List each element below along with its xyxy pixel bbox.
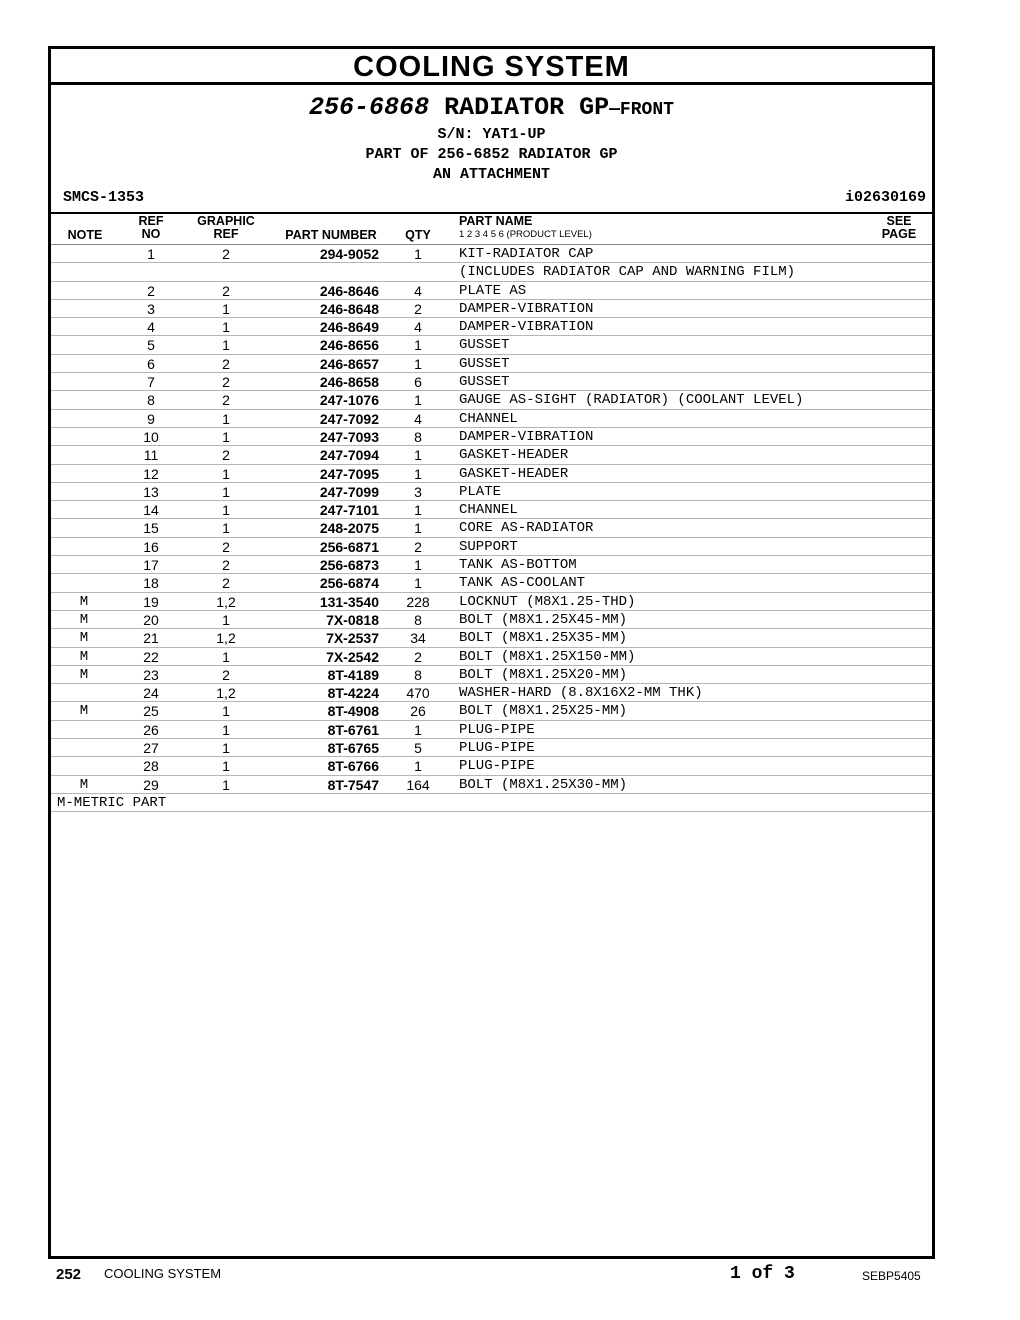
illustration-ref: i02630169 bbox=[844, 189, 926, 206]
part-number-cell: 246-8649 bbox=[319, 319, 379, 336]
part-number-cell: 7X-2542 bbox=[326, 648, 379, 665]
table-row bbox=[51, 574, 932, 592]
graphic-ref-cell: 1,2 bbox=[216, 630, 236, 647]
part-name-cell: PLUG-PIPE bbox=[459, 758, 535, 775]
part-number-cell: 131-3540 bbox=[319, 593, 379, 610]
graphic-ref-cell: 2 bbox=[222, 282, 230, 299]
col-part-number: PART NUMBER bbox=[285, 228, 377, 242]
ref-no-cell: 28 bbox=[143, 758, 159, 775]
graphic-ref-cell: 1 bbox=[222, 721, 230, 738]
graphic-ref-cell: 2 bbox=[222, 374, 230, 391]
graphic-ref-cell: 1,2 bbox=[216, 593, 236, 610]
graphic-ref-cell: 1 bbox=[222, 502, 230, 519]
qty-cell: 26 bbox=[410, 703, 426, 720]
page-number: 252 bbox=[56, 1266, 82, 1283]
ref-no-cell: 21 bbox=[143, 630, 159, 647]
ref-no-cell: 7 bbox=[147, 374, 155, 391]
graphic-ref-cell: 1 bbox=[222, 300, 230, 317]
group-part-number: 256-6868 bbox=[309, 93, 430, 122]
part-number-cell: 247-7093 bbox=[319, 428, 379, 445]
part-name-cell: BOLT (M8X1.25X25-MM) bbox=[459, 703, 628, 720]
qty-cell: 8 bbox=[414, 611, 422, 628]
table-row bbox=[51, 629, 932, 647]
col-note: NOTE bbox=[67, 228, 103, 242]
part-name-cell: GASKET-HEADER bbox=[459, 465, 569, 482]
graphic-ref-cell: 2 bbox=[222, 575, 230, 592]
part-number-cell: 7X-0818 bbox=[326, 611, 379, 628]
footer-section: COOLING SYSTEM bbox=[104, 1266, 222, 1281]
page-frame bbox=[48, 46, 935, 1259]
col-ref: REF NO bbox=[138, 214, 164, 241]
note-cell: M bbox=[79, 666, 89, 683]
part-number-cell: 247-7094 bbox=[319, 447, 379, 464]
qty-cell: 34 bbox=[410, 630, 426, 647]
group-suffix: —FRONT bbox=[609, 100, 674, 120]
graphic-ref-cell: 2 bbox=[222, 447, 230, 464]
qty-cell: 2 bbox=[414, 538, 422, 555]
table-row bbox=[51, 355, 932, 373]
graphic-ref-cell: 2 bbox=[222, 392, 230, 409]
table-row bbox=[51, 391, 932, 409]
ref-no-cell: 5 bbox=[147, 337, 155, 354]
part-name-cell: GUSSET bbox=[459, 355, 510, 372]
qty-cell: 8 bbox=[414, 666, 422, 683]
qty-cell: 1 bbox=[414, 575, 422, 592]
table-row bbox=[51, 684, 932, 702]
part-number-cell: 246-8648 bbox=[319, 300, 379, 317]
graphic-ref-cell: 1 bbox=[222, 703, 230, 720]
graphic-ref-cell: 2 bbox=[222, 557, 230, 574]
part-name-cell: TANK AS-BOTTOM bbox=[459, 557, 577, 574]
col-see-page: SEE PAGE bbox=[881, 214, 917, 241]
note-cell: M bbox=[79, 703, 89, 720]
ref-no-cell: 23 bbox=[143, 666, 159, 683]
table-row bbox=[51, 410, 932, 428]
table-row bbox=[51, 428, 932, 446]
graphic-ref-cell: 1 bbox=[222, 465, 230, 482]
table-row bbox=[51, 611, 932, 629]
graphic-ref-cell: 1 bbox=[222, 520, 230, 537]
part-number-cell: 246-8656 bbox=[319, 337, 379, 354]
graphic-ref-cell: 2 bbox=[222, 666, 230, 683]
part-name-cell: LOCKNUT (M8X1.25-THD) bbox=[459, 593, 636, 610]
part-name-cell: PLUG-PIPE bbox=[459, 721, 535, 738]
graphic-ref-cell: 1 bbox=[222, 740, 230, 757]
graphic-ref-cell: 1 bbox=[222, 776, 230, 793]
note-cell: M bbox=[79, 630, 89, 647]
ref-no-cell: 3 bbox=[147, 300, 155, 317]
part-name-cell: CHANNEL bbox=[459, 502, 518, 519]
ref-no-cell: 9 bbox=[147, 410, 155, 427]
section-title: COOLING SYSTEM bbox=[51, 49, 932, 85]
qty-cell: 1 bbox=[414, 721, 422, 738]
qty-cell: 1 bbox=[414, 758, 422, 775]
heading-block bbox=[51, 93, 932, 185]
part-name-cell: PLUG-PIPE bbox=[459, 740, 535, 757]
qty-cell: 4 bbox=[414, 319, 422, 336]
part-name-cell: CORE AS-RADIATOR bbox=[459, 520, 594, 537]
qty-cell: 1 bbox=[414, 447, 422, 464]
ref-no-cell: 29 bbox=[143, 776, 159, 793]
graphic-ref-cell: 1 bbox=[222, 337, 230, 354]
group-name: RADIATOR GP bbox=[444, 93, 610, 122]
part-number-cell: 8T-4908 bbox=[327, 703, 379, 720]
part-name-cell: BOLT (M8X1.25X20-MM) bbox=[459, 666, 628, 683]
part-number-cell: 247-7099 bbox=[319, 483, 379, 500]
part-name-cell: TANK AS-COOLANT bbox=[459, 575, 586, 592]
qty-cell: 4 bbox=[414, 282, 422, 299]
part-name-cell: SUPPORT bbox=[459, 538, 518, 555]
ref-no-cell: 13 bbox=[143, 483, 159, 500]
part-name-cell: (INCLUDES RADIATOR CAP AND WARNING FILM) bbox=[459, 264, 796, 281]
part-name-cell: DAMPER-VIBRATION bbox=[459, 300, 594, 317]
table-row bbox=[51, 483, 932, 501]
part-name-cell: DAMPER-VIBRATION bbox=[459, 428, 594, 445]
part-number-cell: 246-8646 bbox=[319, 282, 379, 299]
part-number-cell: 8T-6766 bbox=[327, 758, 379, 775]
ref-no-cell: 22 bbox=[143, 648, 159, 665]
graphic-ref-cell: 1 bbox=[222, 483, 230, 500]
part-number-cell: 247-1076 bbox=[319, 392, 379, 409]
qty-cell: 1 bbox=[414, 246, 422, 262]
part-number-cell: 8T-6765 bbox=[327, 740, 379, 757]
ref-no-cell: 1 bbox=[147, 246, 155, 262]
part-name-cell: GUSSET bbox=[459, 374, 510, 391]
table-row bbox=[51, 721, 932, 739]
qty-cell: 1 bbox=[414, 337, 422, 354]
table-row bbox=[51, 300, 932, 318]
part-number-cell: 246-8658 bbox=[319, 374, 379, 391]
qty-cell: 3 bbox=[414, 483, 422, 500]
table-row bbox=[51, 757, 932, 775]
part-number-cell: 7X-2537 bbox=[326, 630, 379, 647]
part-name-cell: GASKET-HEADER bbox=[459, 447, 569, 464]
ref-no-cell: 19 bbox=[143, 593, 159, 610]
table-row bbox=[51, 739, 932, 757]
qty-cell: 1 bbox=[414, 520, 422, 537]
part-of: PART OF 256-6852 RADIATOR GP bbox=[365, 146, 618, 163]
part-number-cell: 8T-4189 bbox=[327, 666, 379, 683]
part-name-cell: PLATE AS bbox=[459, 282, 527, 299]
ref-no-cell: 6 bbox=[147, 355, 155, 372]
part-number-cell: 256-6874 bbox=[319, 575, 379, 592]
qty-cell: 6 bbox=[414, 374, 422, 391]
product-levels: 1 2 3 4 5 6 (PRODUCT LEVEL) bbox=[459, 229, 592, 240]
part-name-cell: KIT-RADIATOR CAP bbox=[459, 246, 594, 262]
table-row bbox=[51, 556, 932, 574]
part-number-cell: 247-7101 bbox=[319, 502, 379, 519]
table-row bbox=[51, 336, 932, 354]
ref-no-cell: 18 bbox=[143, 575, 159, 592]
table-row bbox=[51, 593, 932, 611]
graphic-ref-cell: 1 bbox=[222, 428, 230, 445]
part-number-cell: 8T-7547 bbox=[327, 776, 379, 793]
note-cell: M bbox=[79, 611, 89, 628]
graphic-ref-cell: 1,2 bbox=[216, 685, 236, 702]
ref-no-cell: 2 bbox=[147, 282, 155, 299]
qty-cell: 2 bbox=[414, 648, 422, 665]
ref-no-cell: 17 bbox=[143, 557, 159, 574]
table-row bbox=[51, 245, 932, 263]
part-name-cell: BOLT (M8X1.25X35-MM) bbox=[459, 630, 628, 647]
table-row bbox=[51, 318, 932, 336]
metric-footnote: M-METRIC PART bbox=[57, 794, 167, 811]
ref-no-cell: 25 bbox=[143, 703, 159, 720]
page-of: 1 of 3 bbox=[730, 1264, 795, 1284]
qty-cell: 1 bbox=[414, 502, 422, 519]
qty-cell: 470 bbox=[406, 685, 430, 702]
table-row bbox=[51, 538, 932, 556]
part-number-cell: 247-7092 bbox=[319, 410, 379, 427]
note-cell: M bbox=[79, 776, 89, 793]
ref-no-cell: 4 bbox=[147, 319, 155, 336]
ref-no-cell: 8 bbox=[147, 392, 155, 409]
part-name-cell: BOLT (M8X1.25X30-MM) bbox=[459, 776, 628, 793]
part-number-cell: 256-6873 bbox=[319, 557, 379, 574]
graphic-ref-cell: 1 bbox=[222, 758, 230, 775]
part-number-cell: 247-7095 bbox=[319, 465, 379, 482]
qty-cell: 1 bbox=[414, 355, 422, 372]
graphic-ref-cell: 1 bbox=[222, 410, 230, 427]
part-name-cell: DAMPER-VIBRATION bbox=[459, 319, 594, 336]
table-row bbox=[51, 282, 932, 300]
ref-no-cell: 16 bbox=[143, 538, 159, 555]
ref-no-cell: 20 bbox=[143, 611, 159, 628]
part-name-cell: WASHER-HARD (8.8X16X2-MM THK) bbox=[459, 685, 703, 702]
footnote-row bbox=[51, 794, 932, 812]
part-number-cell: 8T-4224 bbox=[327, 685, 379, 702]
ref-no-cell: 24 bbox=[143, 685, 159, 702]
table-row bbox=[51, 519, 932, 537]
ref-no-cell: 26 bbox=[143, 721, 159, 738]
attachment-label: AN ATTACHMENT bbox=[432, 166, 551, 183]
qty-cell: 4 bbox=[414, 410, 422, 427]
graphic-ref-cell: 2 bbox=[222, 538, 230, 555]
qty-cell: 1 bbox=[414, 557, 422, 574]
qty-cell: 164 bbox=[406, 776, 430, 793]
part-name-cell: PLATE bbox=[459, 483, 502, 500]
serial-range: S/N: YAT1-UP bbox=[437, 126, 546, 143]
table-row bbox=[51, 702, 932, 720]
graphic-ref-cell: 1 bbox=[222, 648, 230, 665]
graphic-ref-cell: 1 bbox=[222, 611, 230, 628]
note-cell: M bbox=[79, 593, 89, 610]
ref-no-cell: 15 bbox=[143, 520, 159, 537]
col-part-name: PART NAME 1 2 3 4 5 6 (PRODUCT LEVEL) bbox=[459, 215, 759, 241]
graphic-ref-cell: 2 bbox=[222, 355, 230, 372]
qty-cell: 8 bbox=[414, 428, 422, 445]
parts-table bbox=[51, 244, 932, 812]
table-row bbox=[51, 501, 932, 519]
table-row bbox=[51, 446, 932, 464]
ref-no-cell: 11 bbox=[143, 447, 159, 464]
document-number: SEBP5405 bbox=[862, 1269, 921, 1283]
ref-no-cell: 27 bbox=[143, 740, 159, 757]
table-row bbox=[51, 776, 932, 794]
part-name-cell: BOLT (M8X1.25X150-MM) bbox=[459, 648, 636, 665]
col-qty: QTY bbox=[405, 228, 431, 242]
ref-no-cell: 14 bbox=[143, 502, 159, 519]
ref-no-cell: 12 bbox=[143, 465, 159, 482]
part-number-cell: 294-9052 bbox=[319, 246, 379, 262]
part-number-cell: 248-2075 bbox=[319, 520, 379, 537]
graphic-ref-cell: 2 bbox=[222, 246, 230, 262]
part-name-cell: BOLT (M8X1.25X45-MM) bbox=[459, 611, 628, 628]
table-row bbox=[51, 373, 932, 391]
smcs-code: SMCS-1353 bbox=[63, 189, 145, 206]
table-row bbox=[51, 648, 932, 666]
table-row bbox=[51, 666, 932, 684]
group-title bbox=[51, 93, 932, 125]
note-cell: M bbox=[79, 648, 89, 665]
part-name-cell: GUSSET bbox=[459, 337, 510, 354]
table-row bbox=[51, 263, 932, 281]
graphic-ref-cell: 1 bbox=[222, 319, 230, 336]
ref-no-cell: 10 bbox=[143, 428, 159, 445]
qty-cell: 1 bbox=[414, 465, 422, 482]
part-number-cell: 8T-6761 bbox=[327, 721, 379, 738]
table-row bbox=[51, 465, 932, 483]
qty-cell: 228 bbox=[406, 593, 430, 610]
part-number-cell: 256-6871 bbox=[319, 538, 379, 555]
qty-cell: 2 bbox=[414, 300, 422, 317]
col-graphic: GRAPHIC REF bbox=[197, 214, 255, 241]
part-name-cell: CHANNEL bbox=[459, 410, 518, 427]
qty-cell: 5 bbox=[414, 740, 422, 757]
qty-cell: 1 bbox=[414, 392, 422, 409]
part-name-cell: GAUGE AS-SIGHT (RADIATOR) (COOLANT LEVEL) bbox=[459, 392, 804, 409]
part-number-cell: 246-8657 bbox=[319, 355, 379, 372]
